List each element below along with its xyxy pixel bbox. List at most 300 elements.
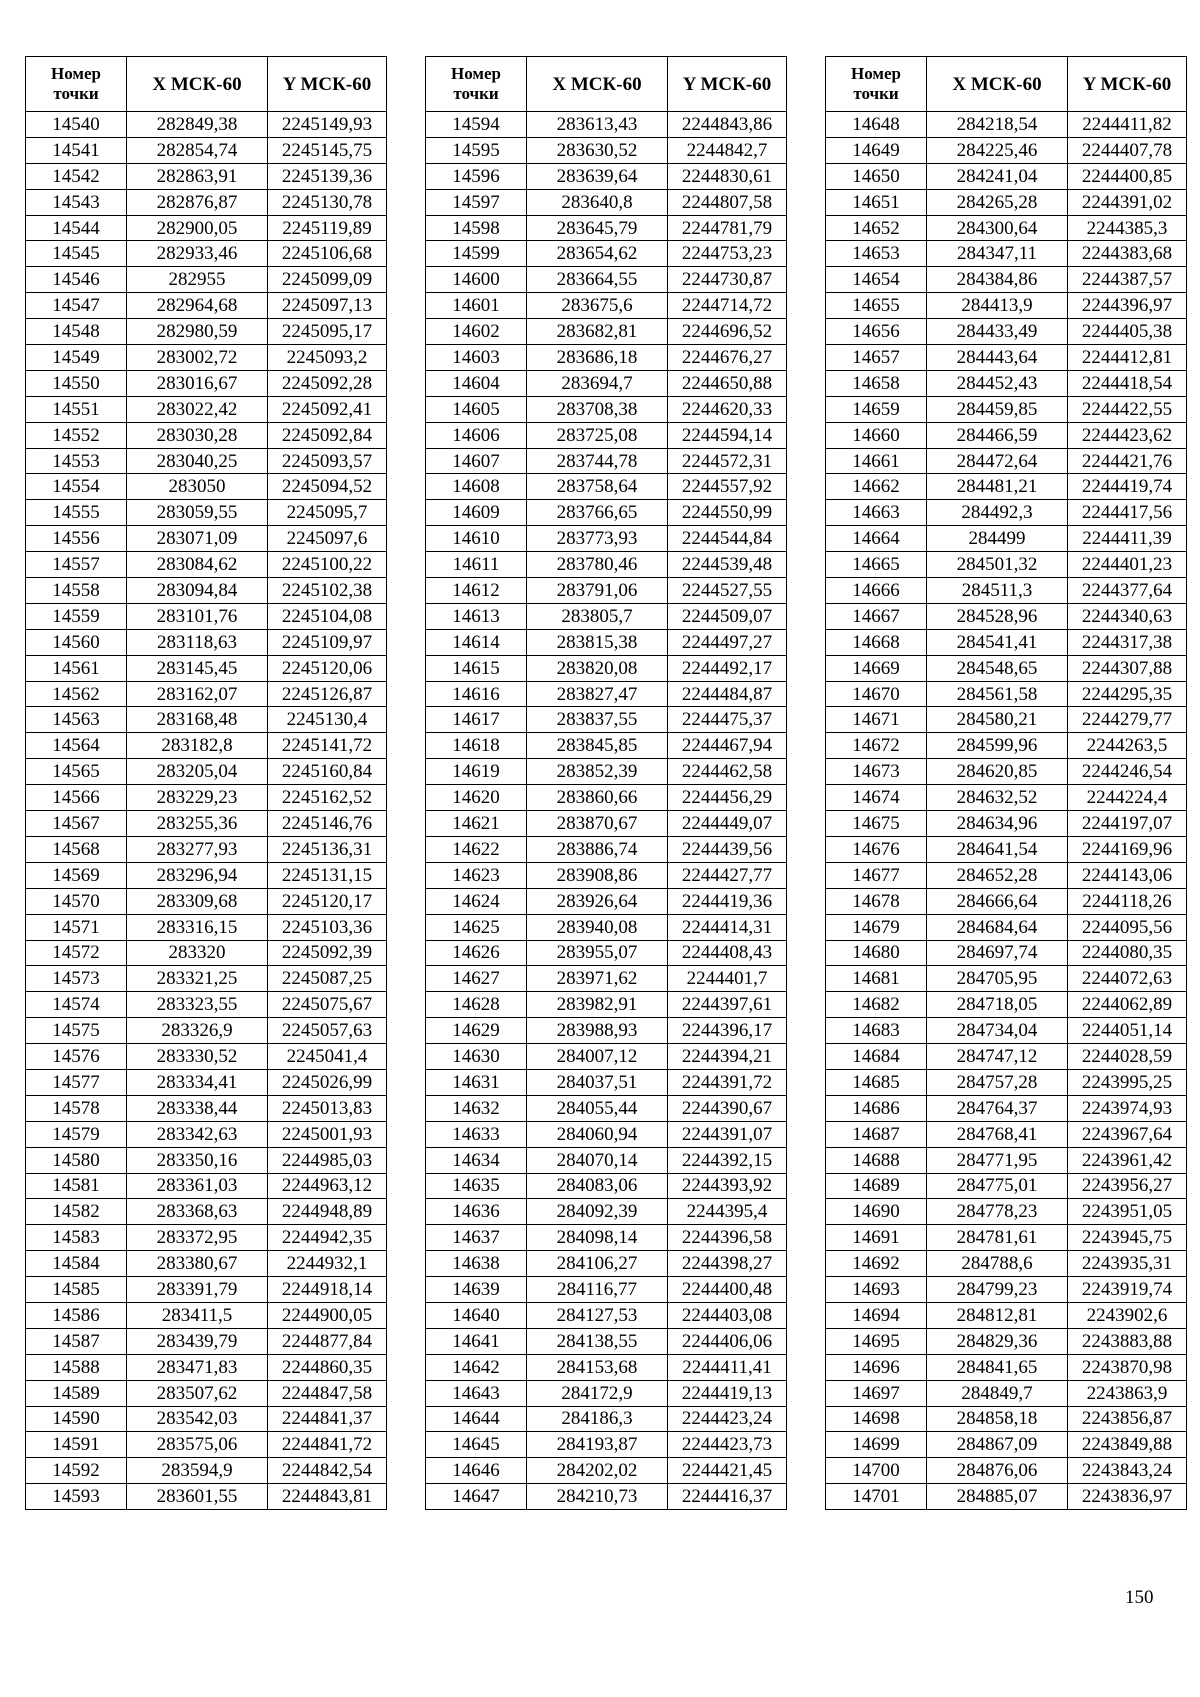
cell-y: 2244550,99 [668,500,787,526]
table-row [826,500,1187,526]
table-row [26,1302,387,1328]
table-row [426,1225,787,1251]
cell-y: 2244942,35 [268,1225,387,1251]
header-number-line1: Номер [451,63,501,83]
table-row [426,1302,787,1328]
cell-x: 283827,47 [527,681,668,707]
table-row [26,1328,387,1354]
table-row [26,1277,387,1303]
table-row [26,940,387,966]
cell-x: 283601,55 [127,1484,268,1510]
cell-point-number: 14686 [826,1095,927,1121]
cell-point-number: 14650 [826,163,927,189]
cell-y: 2243849,88 [1068,1432,1187,1458]
cell-x: 283342,63 [127,1121,268,1147]
cell-y: 2244753,23 [668,241,787,267]
cell-x: 284083,06 [527,1173,668,1199]
cell-y: 2245095,17 [268,319,387,345]
cell-y: 2245097,13 [268,293,387,319]
cell-x: 283575,06 [127,1432,268,1458]
cell-point-number: 14679 [826,914,927,940]
cell-point-number: 14587 [26,1328,127,1354]
table-row [826,888,1187,914]
cell-y: 2243863,9 [1068,1380,1187,1406]
cell-x: 284070,14 [527,1147,668,1173]
cell-y: 2244411,41 [668,1354,787,1380]
cell-point-number: 14600 [426,267,527,293]
table-row [826,1199,1187,1225]
table-row [426,966,787,992]
table-row [426,137,787,163]
cell-y: 2245162,52 [268,785,387,811]
cell-x: 283350,16 [127,1147,268,1173]
table-row [26,1432,387,1458]
cell-x: 284007,12 [527,1044,668,1070]
cell-point-number: 14570 [26,888,127,914]
cell-y: 2244963,12 [268,1173,387,1199]
cell-y: 2245092,84 [268,422,387,448]
cell-y: 2244396,58 [668,1225,787,1251]
cell-point-number: 14542 [26,163,127,189]
cell-y: 2244407,78 [1068,137,1187,163]
header-y: Y МСК-60 [668,57,787,112]
cell-x: 283071,09 [127,526,268,552]
table-row [826,396,1187,422]
table-row [826,1458,1187,1484]
cell-point-number: 14606 [426,422,527,448]
cell-y: 2245130,4 [268,707,387,733]
cell-x: 283118,63 [127,629,268,655]
cell-point-number: 14697 [826,1380,927,1406]
cell-point-number: 14594 [426,112,527,138]
cell-y: 2244423,62 [1068,422,1187,448]
cell-y: 2245109,97 [268,629,387,655]
cell-y: 2244843,86 [668,112,787,138]
cell-point-number: 14633 [426,1121,527,1147]
cell-y: 2244527,55 [668,578,787,604]
cell-y: 2243883,88 [1068,1328,1187,1354]
cell-y: 2244051,14 [1068,1018,1187,1044]
header-y: Y МСК-60 [1068,57,1187,112]
cell-y: 2244423,24 [668,1406,787,1432]
cell-x: 283309,68 [127,888,268,914]
cell-point-number: 14557 [26,552,127,578]
cell-y: 2244594,14 [668,422,787,448]
cell-x: 283708,38 [527,396,668,422]
cell-y: 2245099,09 [268,267,387,293]
cell-y: 2244390,67 [668,1095,787,1121]
cell-y: 2243843,24 [1068,1458,1187,1484]
cell-point-number: 14645 [426,1432,527,1458]
cell-y: 2243935,31 [1068,1251,1187,1277]
table-row [826,1328,1187,1354]
cell-point-number: 14673 [826,759,927,785]
table-row [26,1095,387,1121]
cell-y: 2244557,92 [668,474,787,500]
cell-point-number: 14623 [426,862,527,888]
cell-x: 284788,6 [927,1251,1068,1277]
cell-x: 282849,38 [127,112,268,138]
table-row [426,526,787,552]
cell-x: 284210,73 [527,1484,668,1510]
cell-point-number: 14541 [26,137,127,163]
table-row [826,293,1187,319]
cell-x: 283168,48 [127,707,268,733]
cell-x: 282900,05 [127,215,268,241]
cell-y: 2245094,52 [268,474,387,500]
cell-x: 284541,41 [927,629,1068,655]
table-row [426,448,787,474]
cell-x: 283675,6 [527,293,668,319]
cell-y: 2244676,27 [668,345,787,371]
cell-point-number: 14626 [426,940,527,966]
cell-x: 284153,68 [527,1354,668,1380]
cell-x: 283334,41 [127,1069,268,1095]
cell-y: 2243870,98 [1068,1354,1187,1380]
cell-y: 2244072,63 [1068,966,1187,992]
cell-y: 2244497,27 [668,629,787,655]
cell-y: 2244406,06 [668,1328,787,1354]
cell-x: 283820,08 [527,655,668,681]
cell-x: 284225,46 [927,137,1068,163]
cell-point-number: 14680 [826,940,927,966]
cell-x: 284202,02 [527,1458,668,1484]
table-row [426,733,787,759]
table-row [826,422,1187,448]
table-row [826,474,1187,500]
cell-y: 2244263,5 [1068,733,1187,759]
cell-y: 2244860,35 [268,1354,387,1380]
table-row [426,1380,787,1406]
cell-x: 283320 [127,940,268,966]
cell-point-number: 14660 [826,422,927,448]
cell-y: 2244900,05 [268,1302,387,1328]
cell-point-number: 14559 [26,603,127,629]
cell-y: 2244400,85 [1068,163,1187,189]
cell-point-number: 14593 [26,1484,127,1510]
table-row [426,163,787,189]
table-row [826,215,1187,241]
cell-y: 2244572,31 [668,448,787,474]
header-point-number [826,57,927,112]
cell-x: 283229,23 [127,785,268,811]
cell-x: 283630,52 [527,137,668,163]
cell-y: 2243951,05 [1068,1199,1187,1225]
cell-y: 2244539,48 [668,552,787,578]
table-row [426,1044,787,1070]
cell-point-number: 14605 [426,396,527,422]
cell-x: 283084,62 [127,552,268,578]
cell-y: 2243961,42 [1068,1147,1187,1173]
cell-y: 2245103,36 [268,914,387,940]
cell-y: 2244650,88 [668,370,787,396]
cell-point-number: 14634 [426,1147,527,1173]
page-number: 150 [1125,1587,1154,1608]
table-row [426,836,787,862]
cell-x: 283368,63 [127,1199,268,1225]
table-row [826,137,1187,163]
cell-x: 283330,52 [127,1044,268,1070]
cell-y: 2245095,7 [268,500,387,526]
header-point-number [426,57,527,112]
cell-x: 283725,08 [527,422,668,448]
cell-point-number: 14652 [826,215,927,241]
table-row [26,966,387,992]
table-row [426,1432,787,1458]
cell-x: 284768,41 [927,1121,1068,1147]
cell-y: 2245102,38 [268,578,387,604]
cell-y: 2245119,89 [268,215,387,241]
cell-point-number: 14569 [26,862,127,888]
cell-y: 2245097,6 [268,526,387,552]
cell-x: 282955 [127,267,268,293]
table-row [426,422,787,448]
cell-x: 283971,62 [527,966,668,992]
cell-point-number: 14588 [26,1354,127,1380]
cell-x: 283815,38 [527,629,668,655]
cell-point-number: 14584 [26,1251,127,1277]
cell-point-number: 14692 [826,1251,927,1277]
cell-y: 2244456,29 [668,785,787,811]
cell-x: 282964,68 [127,293,268,319]
cell-point-number: 14620 [426,785,527,811]
cell-y: 2244730,87 [668,267,787,293]
table-row [26,1173,387,1199]
cell-x: 283845,85 [527,733,668,759]
cell-point-number: 14649 [826,137,927,163]
cell-x: 283391,79 [127,1277,268,1303]
cell-point-number: 14647 [426,1484,527,1510]
table-row [826,112,1187,138]
table-row [26,396,387,422]
cell-y: 2243956,27 [1068,1173,1187,1199]
table-row [826,733,1187,759]
cell-point-number: 14585 [26,1277,127,1303]
cell-point-number: 14671 [826,707,927,733]
cell-x: 284193,87 [527,1432,668,1458]
table-row [26,500,387,526]
table-row [26,862,387,888]
table-row [426,629,787,655]
cell-point-number: 14693 [826,1277,927,1303]
table-row [26,1225,387,1251]
cell-x: 284127,53 [527,1302,668,1328]
table-row [826,603,1187,629]
table-row [826,966,1187,992]
cell-x: 283205,04 [127,759,268,785]
cell-x: 282876,87 [127,189,268,215]
cell-point-number: 14595 [426,137,527,163]
cell-y: 2244197,07 [1068,811,1187,837]
cell-x: 284876,06 [927,1458,1068,1484]
table-row [26,448,387,474]
table-row [26,1458,387,1484]
cell-x: 284492,3 [927,500,1068,526]
cell-x: 284781,61 [927,1225,1068,1251]
cell-y: 2244395,4 [668,1199,787,1225]
cell-point-number: 14689 [826,1173,927,1199]
cell-point-number: 14648 [826,112,927,138]
cell-point-number: 14613 [426,603,527,629]
cell-x: 283694,7 [527,370,668,396]
cell-x: 284620,85 [927,759,1068,785]
cell-x: 284634,96 [927,811,1068,837]
cell-y: 2244393,92 [668,1173,787,1199]
cell-point-number: 14568 [26,836,127,862]
cell-y: 2244449,07 [668,811,787,837]
cell-x: 284841,65 [927,1354,1068,1380]
cell-point-number: 14655 [826,293,927,319]
cell-y: 2245126,87 [268,681,387,707]
table-row [426,992,787,1018]
header-number-line2: точки [53,84,99,103]
cell-x: 283852,39 [527,759,668,785]
cell-point-number: 14551 [26,396,127,422]
cell-y: 2244427,77 [668,862,787,888]
cell-x: 284241,04 [927,163,1068,189]
cell-y: 2244807,58 [668,189,787,215]
cell-y: 2244391,72 [668,1069,787,1095]
cell-point-number: 14610 [426,526,527,552]
table-row [426,1328,787,1354]
table-row [26,1018,387,1044]
cell-x: 284300,64 [927,215,1068,241]
cell-x: 284443,64 [927,345,1068,371]
cell-point-number: 14695 [826,1328,927,1354]
cell-point-number: 14592 [26,1458,127,1484]
cell-y: 2245041,4 [268,1044,387,1070]
cell-x: 284092,39 [527,1199,668,1225]
cell-y: 2244421,45 [668,1458,787,1484]
table-row [826,1484,1187,1510]
cell-point-number: 14628 [426,992,527,1018]
cell-point-number: 14550 [26,370,127,396]
cell-point-number: 14577 [26,1069,127,1095]
table-row [426,578,787,604]
cell-point-number: 14651 [826,189,927,215]
table-row [26,112,387,138]
cell-y: 2244028,59 [1068,1044,1187,1070]
cell-x: 282933,46 [127,241,268,267]
cell-point-number: 14565 [26,759,127,785]
cell-y: 2244419,36 [668,888,787,914]
table-row [26,1251,387,1277]
cell-point-number: 14549 [26,345,127,371]
cell-x: 284747,12 [927,1044,1068,1070]
cell-x: 284764,37 [927,1095,1068,1121]
cell-point-number: 14619 [426,759,527,785]
cell-y: 2245120,17 [268,888,387,914]
table-row [826,1121,1187,1147]
cell-point-number: 14654 [826,267,927,293]
cell-point-number: 14579 [26,1121,127,1147]
table-row [426,862,787,888]
table-row [826,940,1187,966]
header-x: X МСК-60 [927,57,1068,112]
cell-y: 2245026,99 [268,1069,387,1095]
table-row [826,1044,1187,1070]
cell-y: 2244843,81 [268,1484,387,1510]
cell-y: 2244419,74 [1068,474,1187,500]
cell-y: 2244417,56 [1068,500,1187,526]
cell-y: 2244118,26 [1068,888,1187,914]
cell-point-number: 14664 [826,526,927,552]
cell-x: 283471,83 [127,1354,268,1380]
table-row [826,370,1187,396]
cell-point-number: 14555 [26,500,127,526]
cell-x: 284528,96 [927,603,1068,629]
cell-point-number: 14574 [26,992,127,1018]
cell-y: 2245075,67 [268,992,387,1018]
cell-y: 2244401,23 [1068,552,1187,578]
cell-y: 2244462,58 [668,759,787,785]
cell-x: 282854,74 [127,137,268,163]
cell-y: 2244392,15 [668,1147,787,1173]
table-row [826,836,1187,862]
cell-y: 2245149,93 [268,112,387,138]
cell-y: 2244396,17 [668,1018,787,1044]
cell-x: 284466,59 [927,422,1068,448]
coordinates-table-3 [825,56,1187,1510]
table-row [26,733,387,759]
cell-y: 2244387,57 [1068,267,1187,293]
cell-point-number: 14553 [26,448,127,474]
cell-y: 2245120,06 [268,655,387,681]
table-row [26,422,387,448]
table-row [826,992,1187,1018]
cell-point-number: 14622 [426,836,527,862]
table-row [826,578,1187,604]
cell-point-number: 14608 [426,474,527,500]
cell-y: 2245160,84 [268,759,387,785]
cell-point-number: 14658 [826,370,927,396]
table-row [826,1018,1187,1044]
cell-y: 2244696,52 [668,319,787,345]
table-row [826,655,1187,681]
cell-x: 284849,7 [927,1380,1068,1406]
cell-point-number: 14666 [826,578,927,604]
cell-y: 2244295,35 [1068,681,1187,707]
table-row [26,215,387,241]
cell-point-number: 14576 [26,1044,127,1070]
cell-x: 284580,21 [927,707,1068,733]
cell-y: 2244544,84 [668,526,787,552]
cell-y: 2244714,72 [668,293,787,319]
cell-y: 2244416,37 [668,1484,787,1510]
cell-point-number: 14630 [426,1044,527,1070]
cell-x: 284599,96 [927,733,1068,759]
cell-point-number: 14657 [826,345,927,371]
table-row [826,552,1187,578]
table-row [426,474,787,500]
cell-x: 284652,28 [927,862,1068,888]
cell-y: 2245141,72 [268,733,387,759]
cell-y: 2244401,7 [668,966,787,992]
cell-x: 284481,21 [927,474,1068,500]
cell-x: 283145,45 [127,655,268,681]
cell-point-number: 14631 [426,1069,527,1095]
cell-x: 283101,76 [127,603,268,629]
table-row [826,1302,1187,1328]
table-row [26,370,387,396]
cell-point-number: 14698 [826,1406,927,1432]
cell-y: 2244411,39 [1068,526,1187,552]
cell-y: 2244414,31 [668,914,787,940]
header-number-line2: точки [453,84,499,103]
table-row [426,1121,787,1147]
table-row [26,552,387,578]
cell-point-number: 14637 [426,1225,527,1251]
